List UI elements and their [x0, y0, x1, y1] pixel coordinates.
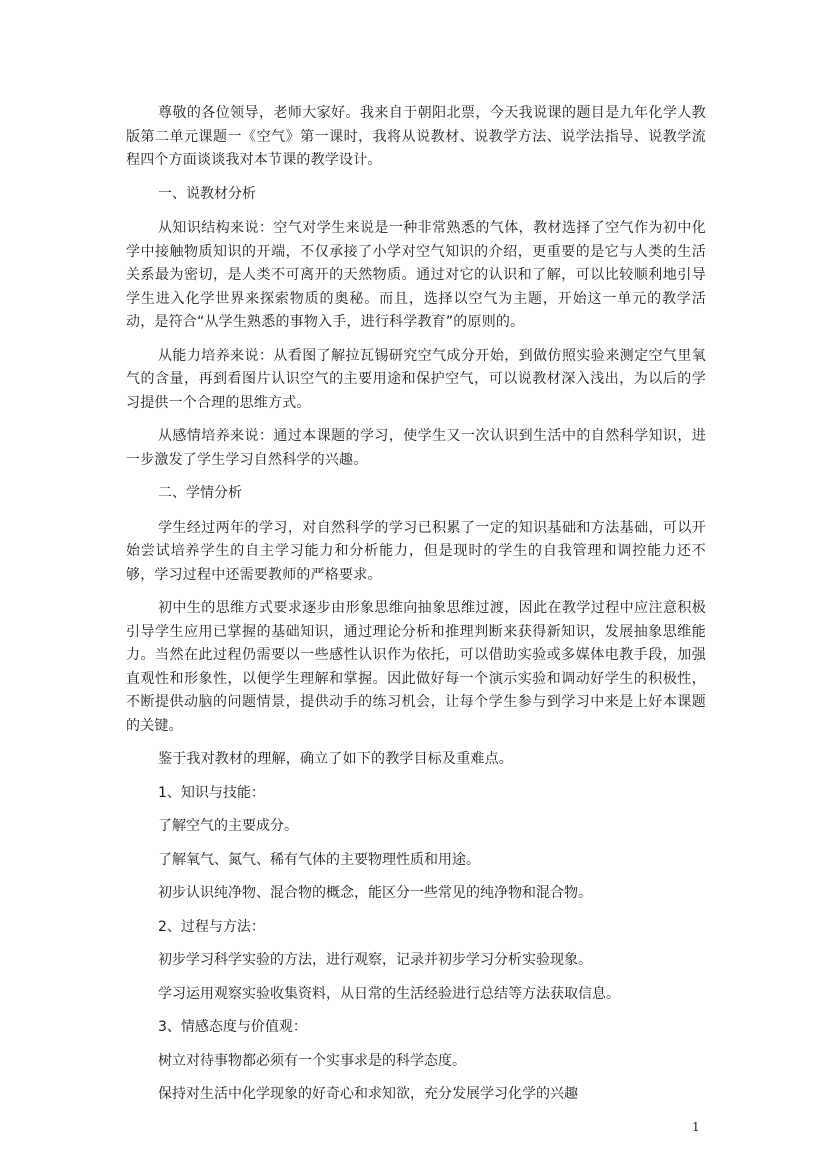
objective-item: 了解氧气、氮气、稀有气体的主要物理性质和用途。	[158, 851, 480, 868]
objective-heading-knowledge: 1、知识与技能：	[158, 784, 265, 801]
objective-item: 了解空气的主要成分。	[158, 818, 298, 834]
objective-heading-attitude: 3、情感态度与价值观：	[158, 1019, 307, 1035]
page-number: 1	[692, 1120, 700, 1134]
paragraph-objectives-intro: 鉴于我对教材的理解，确立了如下的教学目标及重难点。	[158, 751, 513, 767]
objective-item: 初步认识纯净物、混合物的概念，能区分一些常见的纯净物和混合物。	[158, 885, 592, 901]
intro-paragraph: 尊敬的各位领导，老师大家好。我来自于朝阳北票，今天我说课的题目是九年化学人教版第二单元课题一《空气》第一课时，我将从说教材、说教学方法、说学法指导、说教学流程四个方面谈谈我对本节课的教学设计。	[126, 105, 706, 168]
objective-item: 初步学习科学实验的方法，进行观察，记录并初步学习分析实验现象。	[158, 952, 592, 968]
paragraph-knowledge-structure: 从知识结构来说：空气对学生来说是一种非常熟悉的气体，教材选择了空气作为初中化学中接触物质知识的开端，不仅承接了小学对空气知识的介绍，更重要的是它与人类的生活关系最为密切，是人类不可离开的天然物质。通过对它的认识和了解，可以比较顺利地引导学生进入化学世界来探索物质的奥秘。而且，选择以空气为主题，开始这一单元的教学活动，是符合“从学生熟悉的事物入手，进行科学教育”的原则的。	[126, 220, 706, 330]
objective-item: 保持对生活中化学现象的好奇心和求知欲，充分发展学习化学的兴趣	[158, 1086, 578, 1102]
paragraph-ability-training: 从能力培养来说：从看图了解拉瓦锡研究空气成分开始，到做仿照实验来测定空气里氧气的含量，再到看图片认识空气的主要用途和保护空气，可以说教材深入浅出，为以后的学习提供一个合理的思维方式。	[126, 347, 706, 411]
paragraph-emotion-training: 从感情培养来说：通过本课题的学习，使学生又一次认识到生活中的自然科学知识，进一步激发了学生学习自然科学的兴趣。	[126, 428, 706, 468]
section-heading-student-analysis: 二、学情分析	[158, 485, 242, 501]
paragraph-student-background: 学生经过两年的学习，对自然科学的学习已积累了一定的知识基础和方法基础，可以开始尝试培养学生的自主学习能力和分析能力，但是现时的学生的自我管理和调控能力还不够，学习过程中还需要教师的严格要求。	[126, 519, 706, 583]
objective-item: 树立对待事物都必须有一个实事求是的科学态度。	[158, 1052, 466, 1069]
objective-heading-process: 2、过程与方法：	[158, 918, 265, 935]
section-heading-textbook-analysis: 一、说教材分析	[158, 185, 256, 202]
document-body	[126, 102, 706, 1117]
paragraph-thinking-mode: 初中生的思维方式要求逐步由形象思维向抽象思维过渡，因此在教学过程中应注意积极引导学生应用已掌握的基础知识，通过理论分析和推理判断来获得新知识，发展抽象思维能力。当然在此过程仍需要以一些感性认识作为依托，可以借助实验或多媒体电教手段，加强直观性和形象性，以便学生理解和掌握。因此做好每一个演示实验和调动好学生的积极性，不断提供动脑的问题情景，提供动手的练习机会，让每个学生参与到学习中来是上好本课题的关键。	[126, 600, 706, 734]
objective-item: 学习运用观察实验收集资料，从日常的生活经验进行总结等方法获取信息。	[158, 985, 620, 1002]
